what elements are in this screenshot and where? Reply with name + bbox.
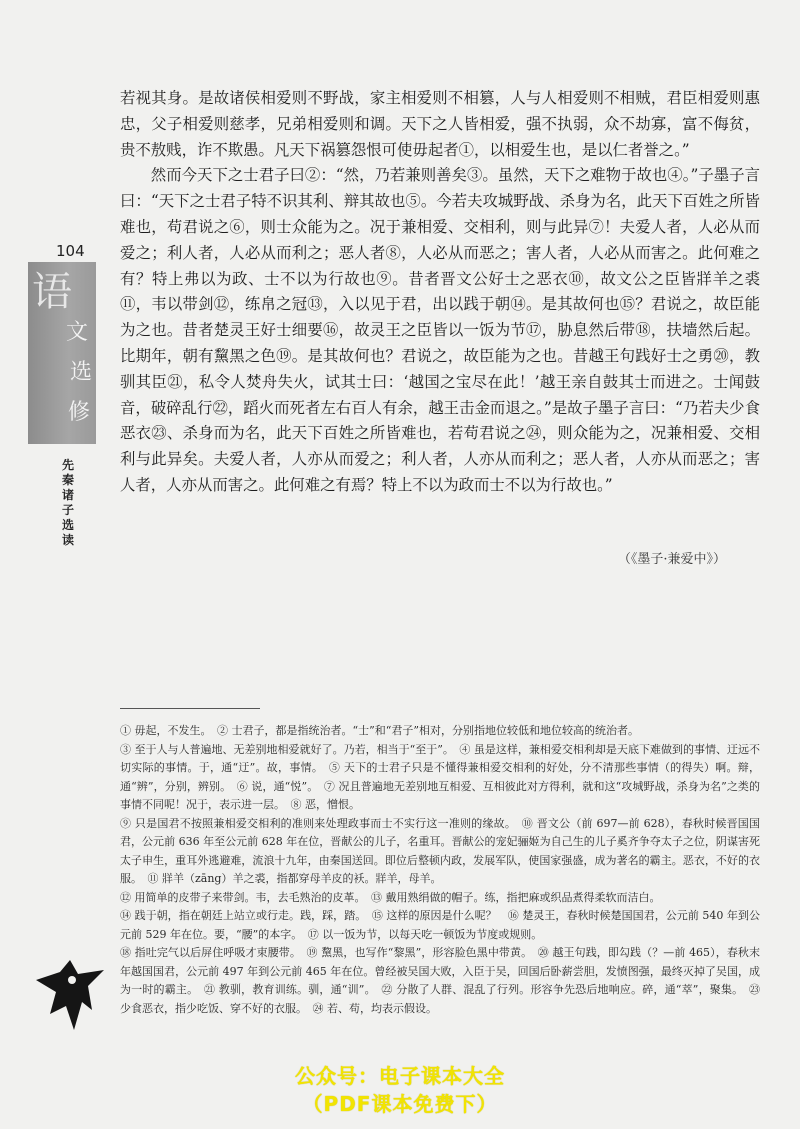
ink-figure-icon bbox=[30, 950, 110, 1050]
footnote-line: ⑱ 指吐完气以后屏住呼吸才束腰带。 ⑲ 黧黑，也写作“黎黑”，形容脸色黑中带黄。 ⑳ 越王句践，即勾践（？—前 465），春秋末年越国国君，公元前 497 年到公元前 465 年在位。曾经被吴国大败，入臣于吴，回国后卧薪尝胆，发愤图强，最终灭掉了吴国，成为一时的霸主。 ㉑ 教驯，教育训练。驯，通“训”。 ㉒ 分散了人群、混乱了行列。形容争先恐后地响应。碎，通“萃”，聚集。 ㉓ 少食恶衣，指少吃饭、穿不好的衣服。 ㉔ 若、苟，均表示假设。 bbox=[120, 946, 760, 1015]
series-side-band bbox=[28, 262, 96, 444]
main-text bbox=[120, 86, 760, 499]
footnote-divider bbox=[120, 708, 260, 709]
side-band-char-2: 文 bbox=[66, 320, 89, 345]
paragraph-1: 若视其身。是故诸侯相爱则不野战，家主相爱则不相篡，人与人相爱则不相贼，君臣相爱则惠忠，父子相爱则慈孝，兄弟相爱则和调。天下之人皆相爱，强不执弱，众不劫寡，富不侮贫，贵不敖贱，诈不欺愚。凡天下祸篡怨恨可使毋起者①，以相爱生也，是以仁者誉之。” bbox=[120, 89, 760, 159]
paragraph-2: 然而今天下之士君子曰②：“然，乃若兼则善矣③。虽然，天下之难物于故也④。”子墨子言曰：“天下之士君子特不识其利、辩其故也⑤。今若夫攻城野战、杀身为名，此天下百姓之所皆难也，苟君说之⑥，则士众能为之。况于兼相爱、交相利，则与此异⑦！夫爱人者，人必从而爱之；利人者，人必从而利之；恶人者⑧，人必从而恶之；害人者，人必从而害之。此何难之有？特上弗以为政、士不以为行故也⑨。昔者晋文公好士之恶衣⑩，故文公之臣皆牂羊之裘⑪，韦以带剑⑫，练帛之冠⑬，入以见于君，出以践于朝⑭。是其故何也⑮？君说之，故臣能为之也。昔者楚灵王好士细要⑯，故灵王之臣皆以一饭为节⑰，胁息然后带⑱，扶墙然后起。比期年，朝有黧黑之色⑲。是其故何也？君说之，故臣能为之也。昔越王句践好士之勇⑳，教驯其臣㉑，私令人焚舟失火，试其士曰：‘越国之宝尽在此！’越王亲自鼓其士而进之。士闻鼓音，破碎乱行㉒，蹈火而死者左右百人有余，越王击金而退之。”是故子墨子言曰：“乃若夫少食恶衣㉓、杀身而为名，此天下百姓之所皆难也，若苟君说之㉔，则众能为之，况兼相爱、交相利与此异矣。夫爱人者，人亦从而爱之；利人者，人亦从而利之；恶人者，人亦从而恶之；害人者，人亦从而害之。此何难之有焉？特上不以为政而士不以为行故也。” bbox=[120, 166, 760, 494]
footnote-line: ① 毋起，不发生。 ② 士君子，都是指统治者。“士”和“君子”相对，分别指地位较低和地位较高的统治者。 bbox=[120, 724, 639, 737]
footnotes bbox=[120, 722, 760, 1018]
side-band-char-4: 修 bbox=[68, 400, 91, 425]
footnote-line: ⑭ 践于朝，指在朝廷上站立或行走。践，踩，踏。 ⑮ 这样的原因是什么呢？ ⑯ 楚灵王，春秋时候楚国国君，公元前 540 年到公元前 529 年在位。要，“腰”的本字。 ⑰ 以一饭为节，以每天吃一顿饭为节度或规则。 bbox=[120, 909, 760, 941]
footnote-line: ⑫ 用简单的皮带子来带剑。韦，去毛熟治的皮革。 ⑬ 戴用熟绢做的帽子。练，指把麻或织品煮得柔软而洁白。 bbox=[120, 890, 661, 904]
footnote-line: ③ 至于人与人普遍地、无差别地相爱就好了。乃若，相当于“至于”。 ④ 虽是这样，兼相爱交相利却是天底下难做到的事情、迂远不切实际的事情。于，通“迂”。故，事情。 ⑤ 天下的士君子只是不懂得兼相爱交相利的好处，分不清那些事情（的得失）啊。辩，通“辨”，分别，辨别。 ⑥ 说，通“悦”。 ⑦ 况且普遍地无差别地互相爱、互相彼此对方得利，就和这“攻城野战，杀身为名”之类的事情不同呢！况于，表示进一层。 ⑧ 恶，憎恨。 bbox=[120, 742, 760, 811]
side-band-char-3: 选 bbox=[70, 360, 93, 385]
side-band-char-1: 语 bbox=[32, 269, 72, 315]
page-number: 104 bbox=[56, 242, 85, 260]
series-title: 先秦诸子选读 bbox=[61, 458, 74, 547]
watermark-line-2: （PDF课本免费下） bbox=[302, 1092, 498, 1116]
source-citation: （《墨子·兼爱中》） bbox=[617, 552, 726, 567]
watermark-line-1: 公众号：电子课本大全 bbox=[295, 1064, 505, 1088]
footnote-line: ⑨ 只是国君不按照兼相爱交相利的准则来处理政事而士不实行这一准则的缘故。 ⑩ 晋文公（前 697—前 628），春秋时候晋国国君，公元前 636 年至公元前 628 年在位，晋献公的儿子，名重耳。晋献公的宠妃骊姬为自己生的儿子奚齐争夺太子之位，阴谋害死太子申生，重耳外逃避难，流浪十九年，由秦国送回。即位后整顿内政，发展军队，使国家强盛，成为著名的霸主。恶衣，不好的衣服。 ⑪ 牂羊（zāng）羊之裘，指都穿母羊皮的袄。牂羊，母羊。 bbox=[120, 816, 760, 885]
